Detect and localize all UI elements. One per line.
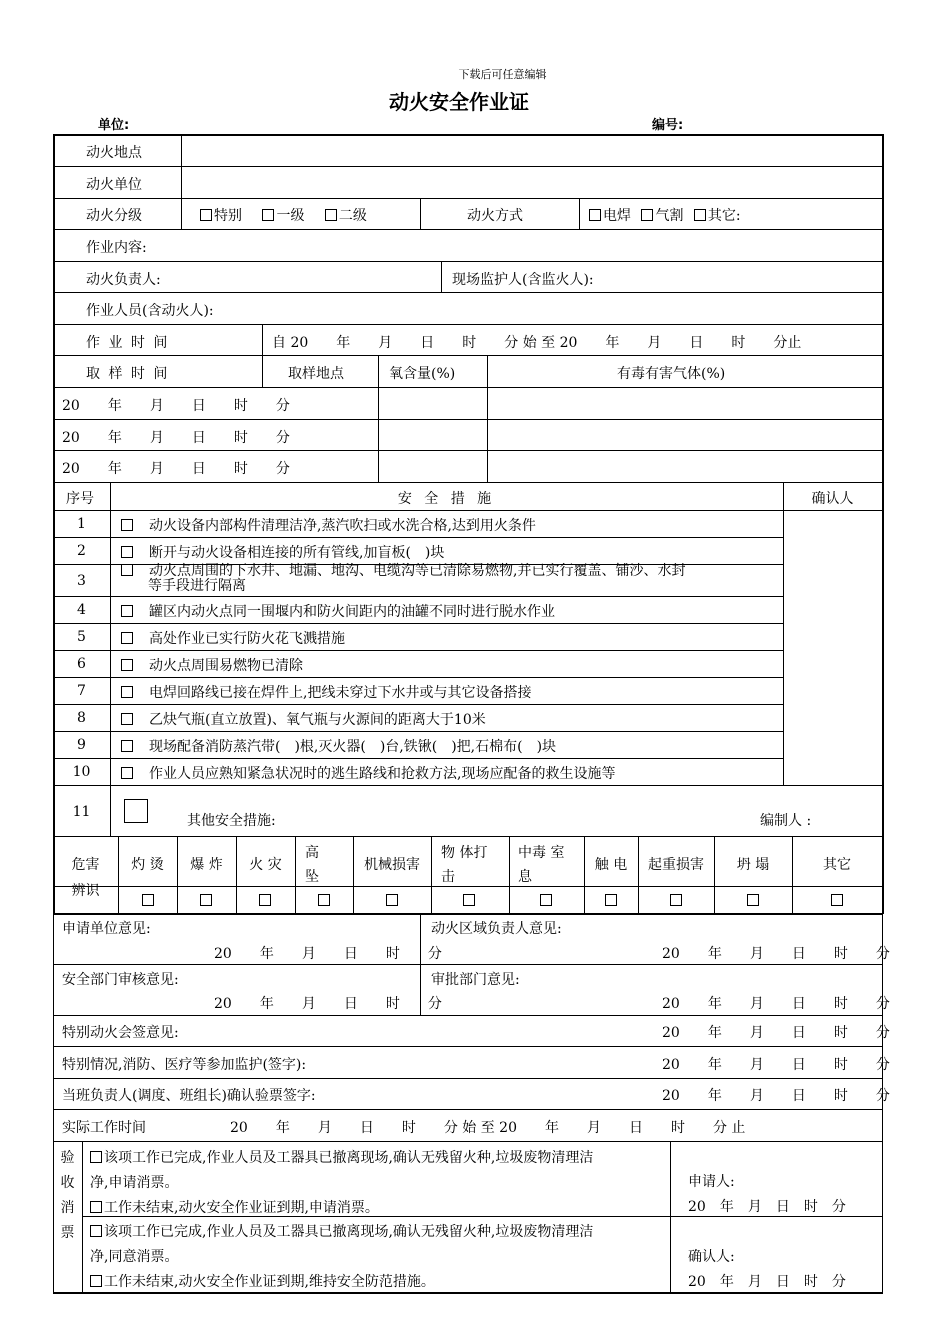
checkbox-icon [641,209,653,221]
measure-item[interactable]: 动火设备内部构件清理洁净,蒸汽吹扫或水洗合格,达到用火条件 [121,515,536,535]
measures-col-no: 序号 [66,491,94,507]
hazard-type: 触 电 [594,857,628,873]
other-measures-label: 其他安全措施: [187,813,276,829]
measure-item[interactable]: 罐区内动火点同一围堰内和防火间距内的油罐不同时进行脱水作业 [121,601,555,621]
confirm-close-block [90,1220,593,1295]
hazard-type-2: 息 [518,869,532,885]
measure-no: 6 [77,656,86,672]
checkbox-icon[interactable] [670,894,682,906]
checkbox-icon [121,740,133,752]
sample-place-label: 取样地点 [288,366,344,382]
confirmer-label: 确认人: [688,1249,735,1265]
checkbox-icon [90,1225,102,1237]
acceptance-side-label: 验 收 消 票 [60,1150,75,1241]
method-option-gas-cutting[interactable]: 气割 [641,208,683,224]
monitor-label: 现场监护人(含监火人): [452,272,594,288]
measure-item[interactable]: 动火点周围的下水井、地漏、地沟、电缆沟等已清除易燃物,并已实行覆盖、铺沙、水封 等手段进行隔离 [121,564,685,594]
safety-dept-opinion-label: 安全部门审核意见: [62,972,179,988]
location-label: 动火地点 [86,145,142,161]
workers-label: 作业人员(含动火人): [86,303,214,319]
checkbox-icon[interactable] [747,894,759,906]
checkbox-icon[interactable] [831,894,843,906]
apply-close-option-done[interactable]: 该项工作已完成,作业人员及工器具已撤离现场,确认无残留火种,垃圾废物清理洁 [90,1146,593,1171]
level-options [200,205,367,225]
actual-time-label: 实际工作时间 [62,1120,146,1136]
actual-time-value[interactable]: 20 年 月 日 时 分 始 至 20 年 月 日 时 分 止 [230,1120,746,1136]
checkbox-icon [90,1275,102,1287]
area-leader-date[interactable]: 20 年 月 日 时 分 [662,946,890,962]
confirm-close-option-done[interactable]: 该项工作已完成,作业人员及工器具已撤离现场,确认无残留火种,垃圾废物清理洁 [90,1220,593,1245]
measure-item[interactable]: 作业人员应熟知紧急状况时的逃生路线和抢救方法,现场应配备的救生设施等 [121,763,615,783]
sample-date-3[interactable]: 20 年 月 日 时 分 [62,461,290,477]
measure-no: 11 [72,804,91,820]
checkbox-icon [90,1151,102,1163]
oxygen-label: 氧含量(%) [389,366,456,382]
applicant-label: 申请人: [688,1174,735,1190]
measures-col-measure: 安 全 措 施 [397,491,496,507]
hazard-type-2: 坠 [305,869,319,885]
apply-unit-opinion-label: 申请单位意见: [62,921,151,937]
measure-item[interactable]: 乙炔气瓶(直立放置)、氧气瓶与火源间的距离大于10米 [121,709,486,729]
confirmer-date[interactable]: 20 年 月 日 时 分 [688,1274,846,1290]
checkbox-icon [200,209,212,221]
checkbox-icon[interactable] [259,894,271,906]
checkbox-icon [121,546,133,558]
checkbox-icon[interactable] [386,894,398,906]
area-leader-opinion-label: 动火区域负责人意见: [431,921,562,937]
special-opinion-date[interactable]: 20 年 月 日 时 分 [662,1025,890,1041]
apply-unit-date[interactable]: 20 年 月 日 时 分 [214,946,442,962]
content-label: 作业内容: [86,240,147,256]
checkbox-icon [121,632,133,644]
download-note: 下载后可任意编辑 [458,68,547,81]
safety-dept-date[interactable]: 20 年 月 日 时 分 [214,996,442,1012]
checkbox-icon [589,209,601,221]
measure-item[interactable]: 高处作业已实行防火花飞溅措施 [121,628,345,648]
hazard-type: 物 体打 [441,845,488,861]
shift-leader-label: 当班负责人(调度、班组长)确认验票签字: [62,1088,316,1104]
sample-date-1[interactable]: 20 年 月 日 时 分 [62,398,290,414]
number-label: 编号: [652,118,684,133]
method-label: 动火方式 [467,208,523,224]
checkbox-icon [325,209,337,221]
hazard-type-2: 击 [441,869,455,885]
hazard-type: 其它 [823,857,851,873]
special-case-date[interactable]: 20 年 月 日 时 分 [662,1057,890,1073]
checkbox-icon [121,767,133,779]
method-option-other[interactable]: 其它: [694,208,741,224]
measures-col-confirm: 确认人 [811,491,854,507]
unit-field[interactable] [190,170,870,194]
location-field[interactable] [190,139,870,163]
work-time-label: 作 业 时 间 [86,335,170,351]
apply-close-text: 净,申请消票。 [90,1175,179,1191]
measure-no: 3 [77,573,86,589]
checkbox-icon[interactable] [605,894,617,906]
approve-dept-opinion-label: 审批部门意见: [431,972,520,988]
work-time-value[interactable]: 自 20 年 月 日 时 分 始 至 20 年 月 日 时 分止 [272,335,802,351]
hazard-type: 火 灾 [249,857,282,873]
apply-close-block [90,1146,593,1221]
toxic-gas-label: 有毒有害气体(%) [617,366,726,382]
checkbox-icon [90,1201,102,1213]
checkbox-icon [121,659,133,671]
checkbox-icon[interactable] [124,799,148,823]
method-options [589,205,741,225]
hazard-type: 高 [305,845,319,861]
checkbox-icon[interactable] [142,894,154,906]
checkbox-icon[interactable] [463,894,475,906]
checkbox-icon [121,713,133,725]
measure-item[interactable]: 断开与动火设备相连接的所有管线,加盲板( )块 [121,542,444,562]
level-option-second[interactable]: 二级 [325,208,367,224]
measure-no: 8 [77,710,86,726]
measure-item[interactable]: 现场配备消防蒸汽带( )根,灭火器( )台,铁锹( )把,石棉布( )块 [121,736,556,756]
measure-no: 4 [77,602,86,618]
hazard-label-2: 辨识 [71,883,100,899]
hazard-type: 中毒 室 [518,845,565,861]
page-title: 动火安全作业证 [389,90,529,114]
hazard-type: 起重损害 [648,857,704,873]
checkbox-icon[interactable] [540,894,552,906]
checkbox-icon[interactable] [318,894,330,906]
method-option-welding[interactable]: 电焊 [589,208,631,224]
hazard-type: 坍 塌 [736,857,770,873]
confirm-close-option-expired[interactable]: 工作未结束,动火安全作业证到期,维持安全防范措施。 [90,1270,593,1295]
hazard-type: 机械损害 [364,857,420,873]
measure-item[interactable]: 电焊回路线已接在焊件上,把线未穿过下水井或与其它设备搭接 [121,682,531,702]
special-case-label: 特别情况,消防、医疗等参加监护(签字): [62,1057,307,1073]
checkbox-icon [694,209,706,221]
checkbox-icon [262,209,274,221]
approve-dept-date[interactable]: 20 年 月 日 时 分 [662,996,890,1012]
sample-time-label: 取 样 时 间 [86,366,170,382]
level-label: 动火分级 [86,208,142,224]
level-option-first[interactable]: 一级 [262,208,304,224]
measure-no: 7 [77,683,86,699]
hazard-type: 灼 烫 [131,857,164,873]
measure-no: 2 [77,543,86,559]
hazard-type: 爆 炸 [190,857,223,873]
measure-no: 5 [77,629,86,645]
unit-label: 单位: [98,118,130,133]
level-option-special[interactable]: 特别 [200,208,242,224]
checkbox-icon [121,605,133,617]
unit-row-label: 动火单位 [86,177,142,193]
checkbox-icon[interactable] [200,894,212,906]
author-label: 编制人 : [760,813,812,829]
measure-no: 1 [77,516,86,532]
apply-close-option-expired[interactable]: 工作未结束,动火安全作业证到期,申请消票。 [90,1196,593,1221]
shift-leader-date[interactable]: 20 年 月 日 时 分 [662,1088,890,1104]
checkbox-icon [121,564,133,576]
checkbox-icon [121,686,133,698]
confirm-close-text: 净,同意消票。 [90,1249,179,1265]
checkbox-icon [121,519,133,531]
applicant-date[interactable]: 20 年 月 日 时 分 [688,1199,846,1215]
measure-no: 10 [72,764,91,780]
hazard-label: 危害 [71,857,100,873]
measure-item[interactable]: 动火点周围易燃物已清除 [121,655,303,675]
leader-label: 动火负责人: [86,272,161,288]
special-opinion-label: 特别动火会签意见: [62,1025,179,1041]
measure-no: 9 [77,737,86,753]
sample-date-2[interactable]: 20 年 月 日 时 分 [62,430,290,446]
